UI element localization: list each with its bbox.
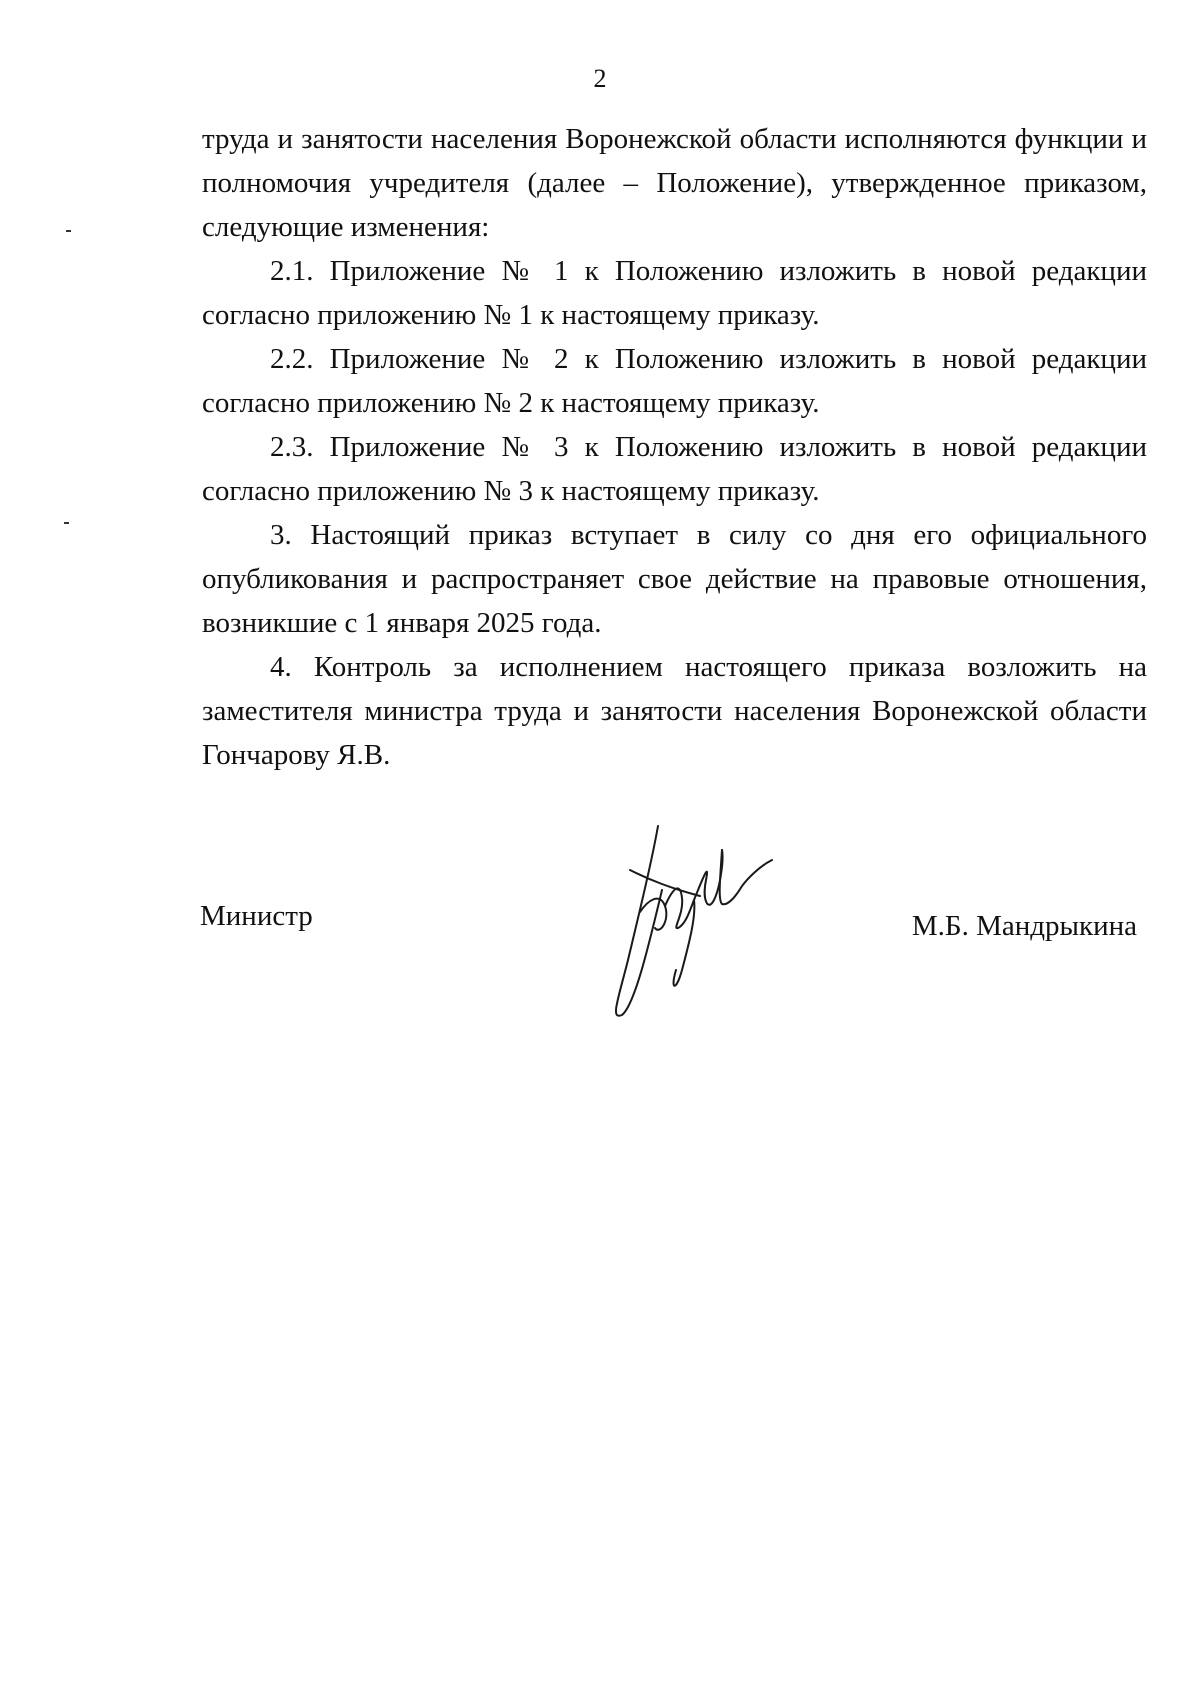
paragraph-item-2-1: 2.1. Приложение № 1 к Положению изложить в новой редакции согласно приложению № 1 к настоящему приказу. — [202, 255, 1147, 331]
signatory-position: Министр — [200, 900, 313, 932]
handwritten-signature — [610, 820, 785, 1020]
scan-speck — [64, 522, 69, 524]
page-number: 2 — [593, 64, 607, 93]
paragraph-item-2-2: 2.2. Приложение № 2 к Положению изложить в новой редакции согласно приложению № 2 к настоящему приказу. — [202, 343, 1147, 419]
paragraph-item-4: 4. Контроль за исполнением настоящего приказа возложить на заместителя министра труда и занятости населения Воронежской области Гончарову Я.В. — [202, 651, 1147, 771]
paragraph-item-2-3: 2.3. Приложение № 3 к Положению изложить в новой редакции согласно приложению № 3 к настоящему приказу. — [202, 431, 1147, 507]
signatory-name: М.Б. Мандрыкина — [911, 910, 1137, 942]
scan-speck — [66, 230, 71, 232]
paragraph-continuation: труда и занятости населения Воронежской области исполняются функции и полномочия учредителя (далее – Положение), утвержденное приказом, следующие изменения: — [202, 123, 1147, 243]
paragraph-item-3: 3. Настоящий приказ вступает в силу со дня его официального опубликования и распространяет свое действие на правовые отношения, возникшие с 1 января 2025 года. — [202, 519, 1147, 639]
document-body — [202, 117, 1147, 777]
